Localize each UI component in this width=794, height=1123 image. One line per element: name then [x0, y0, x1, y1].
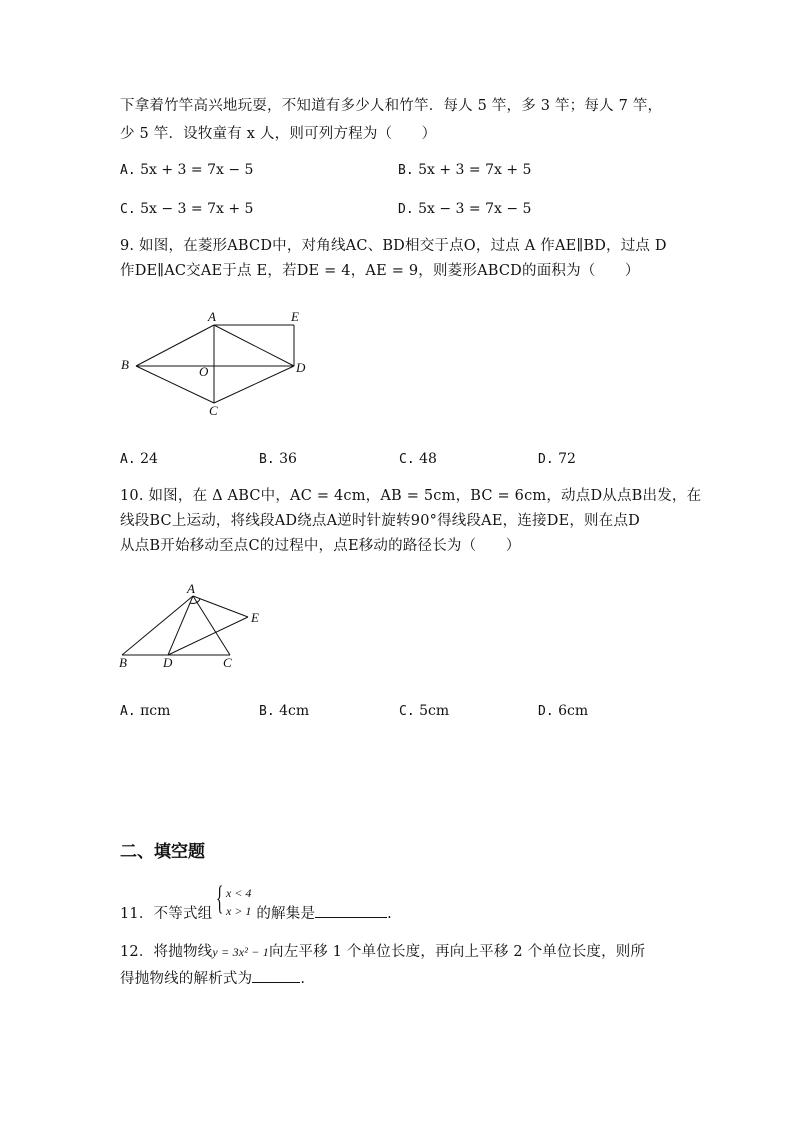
label-c: C: [209, 403, 218, 418]
q9-option-c[interactable]: [399, 449, 437, 470]
brace-icon: {: [216, 880, 224, 917]
q10-text-line3: 从点B开始移动至点C的过程中，点E移动的路径长为（ ）: [120, 538, 521, 554]
option-label: B.: [259, 704, 275, 719]
option-label: C.: [120, 202, 136, 217]
option-label: A.: [120, 452, 136, 467]
right-angle-arc: [190, 599, 200, 604]
label-a: A: [208, 309, 216, 324]
label-b: B: [119, 655, 127, 670]
q8-option-d[interactable]: [398, 199, 531, 220]
label-a: A: [187, 581, 195, 596]
option-label: B.: [398, 163, 414, 178]
side-ac: [193, 596, 230, 655]
option-label: D.: [398, 202, 414, 217]
option-text: 5x + 3 = 7x + 5: [418, 162, 532, 178]
q10-text-line2: 线段BC上运动，将线段AD绕点A逆时针旋转90°得线段AE，连接DE，则在点D: [120, 513, 640, 529]
label-d: D: [296, 360, 306, 375]
option-text: 6cm: [558, 703, 589, 719]
q8-option-b[interactable]: [398, 160, 531, 181]
option-label: A.: [120, 163, 136, 178]
q10-text-line1: 10. 如图，在 Δ ABC中，AC = 4cm，AB = 5cm，BC = 6cm，动点D从点B出发，在: [120, 488, 702, 504]
q11-suffix: 的解集是: [256, 906, 316, 922]
q9-option-a[interactable]: [120, 449, 158, 470]
q11-inequality-system: [216, 880, 276, 920]
q8-text-line1: 下拿着竹竿高兴地玩耍，不知道有多少人和竹竿．每人 5 竿，多 3 竿；每人 7 竿，: [120, 98, 663, 114]
label-e: E: [291, 309, 299, 324]
option-text: 4cm: [279, 703, 310, 719]
q12-end: .: [300, 971, 306, 987]
q12-rest: 向左平移 1 个单位长度，再向上平移 2 个单位长度，则所: [269, 944, 646, 960]
segment-ad: [168, 596, 193, 655]
option-text: 5cm: [419, 703, 450, 719]
label-o: O: [199, 364, 209, 379]
q9-text-line2: 作DE∥AC交AE于点 E，若DE = 4，AE = 9，则菱形ABCD的面积为（ ）: [120, 263, 640, 279]
inequality-2: x > 1: [226, 904, 252, 918]
q11-answer-blank[interactable]: [315, 902, 387, 918]
label-e: E: [251, 610, 259, 625]
q12-text-line2: [120, 967, 305, 989]
q10-option-b[interactable]: [259, 701, 309, 722]
q8-option-a[interactable]: [120, 160, 253, 181]
q9-option-d[interactable]: [538, 449, 576, 470]
option-label: A.: [120, 704, 136, 719]
option-text: 5x − 3 = 7x + 5: [140, 201, 254, 217]
label-d: D: [163, 655, 173, 670]
side-ab: [136, 325, 214, 366]
option-label: D.: [538, 704, 554, 719]
option-label: B.: [259, 452, 275, 467]
section-heading: 二、填空题: [120, 842, 205, 862]
option-label: C.: [399, 452, 415, 467]
label-c: C: [223, 655, 232, 670]
option-label: C.: [399, 704, 415, 719]
option-text: πcm: [140, 703, 171, 719]
option-text: 48: [419, 451, 437, 467]
option-text: 5x + 3 = 7x − 5: [140, 162, 254, 178]
option-text: 5x − 3 = 7x − 5: [418, 201, 532, 217]
side-ab: [122, 596, 193, 655]
q12-text-line1: [120, 942, 645, 962]
label-b: B: [121, 357, 129, 372]
q8-text-line2: 少 5 竿．设牧童有 x 人，则可列方程为（ ）: [120, 126, 437, 142]
option-text: 36: [279, 451, 297, 467]
q8-option-c[interactable]: [120, 199, 253, 220]
option-text: 72: [558, 451, 576, 467]
q12-answer-blank[interactable]: [252, 967, 300, 983]
q12-formula: y = 3x² − 1: [212, 945, 270, 959]
q10-option-c[interactable]: [399, 701, 449, 722]
side-ad: [214, 325, 294, 366]
q10-option-a[interactable]: [120, 701, 170, 722]
side-dc: [214, 366, 294, 403]
q12-prefix: 12．将抛物线: [120, 944, 213, 960]
q11-end: .: [387, 906, 392, 922]
q9-option-b[interactable]: [259, 449, 297, 470]
segment-de: [168, 617, 248, 655]
segment-ae: [193, 596, 248, 617]
q12-line2: 得抛物线的解析式为: [120, 971, 253, 987]
inequality-1: x < 4: [226, 886, 252, 900]
option-label: D.: [538, 452, 554, 467]
q9-text-line1: 9. 如图，在菱形ABCD中，对角线AC、BD相交于点O，过点 A 作AE∥BD，过点 D: [120, 238, 667, 254]
q11-prefix: 11．不等式组: [120, 906, 213, 922]
side-cb: [136, 366, 214, 403]
q10-option-d[interactable]: [538, 701, 588, 722]
option-text: 24: [140, 451, 158, 467]
